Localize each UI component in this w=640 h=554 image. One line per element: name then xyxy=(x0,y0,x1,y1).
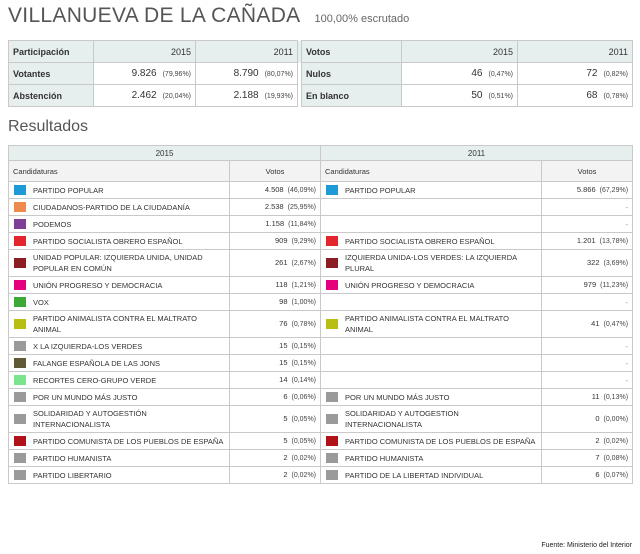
votes-2015-value: 98 xyxy=(279,297,288,306)
candidate-2015-cell xyxy=(9,372,230,389)
votes-2011-pct: (11,23%) xyxy=(600,282,629,289)
votes-2011-value: 5.866 xyxy=(576,185,596,194)
votes-2011-cell xyxy=(542,311,633,338)
votes-2015-pct: (9,29%) xyxy=(291,238,317,245)
en-blanco-2011-value: 68 xyxy=(586,90,598,101)
votes-2011-dash: - xyxy=(542,355,633,372)
en-blanco-2015-value: 50 xyxy=(471,90,483,101)
candidate-2015-name: VOX xyxy=(33,297,49,307)
votes-2015-pct: (0,02%) xyxy=(291,455,317,462)
party-color-swatch xyxy=(326,436,338,446)
votes-2011-value: 979 xyxy=(583,280,597,289)
candidate-2011-name: PARTIDO POPULAR xyxy=(345,185,416,195)
votes-2011-cell xyxy=(542,433,633,450)
abstencion-2015-value: 2.462 xyxy=(131,90,157,101)
candidate-2015-name: RECORTES CERO-GRUPO VERDE xyxy=(33,375,157,385)
nulos-2015-value: 46 xyxy=(471,68,483,79)
results-row xyxy=(9,433,633,450)
votes-2011-pct: (0,13%) xyxy=(603,394,629,401)
votes-2015-value: 6 xyxy=(283,392,288,401)
votes-2011-value: 6 xyxy=(595,470,600,479)
candidate-2011-name: PARTIDO DE LA LIBERTAD INDIVIDUAL xyxy=(345,470,484,480)
summary-table xyxy=(8,40,633,107)
candidate-2011-name: PARTIDO ANIMALISTA CONTRA EL MALTRATO ANIMAL xyxy=(345,314,509,334)
votes-2015-value: 2.538 xyxy=(264,202,284,211)
votes-2011-value: 11 xyxy=(591,392,600,401)
candidate-2015-cell xyxy=(9,389,230,406)
summary-header-row xyxy=(9,41,633,63)
votes-2015-pct: (0,05%) xyxy=(291,416,317,423)
en-blanco-label: En blanco xyxy=(302,85,402,107)
source-note: Fuente: Ministerio del Interior xyxy=(541,542,632,549)
candidate-2015-name: PARTIDO POPULAR xyxy=(33,185,104,195)
nulos-2015-pct: (0,47%) xyxy=(488,71,513,78)
escrutado-label: 100,00% escrutado xyxy=(314,13,410,25)
results-year-row xyxy=(9,146,633,161)
candidate-2011-name: PARTIDO COMUNISTA DE LOS PUEBLOS DE ESPAÑA xyxy=(345,436,536,446)
party-color-swatch xyxy=(14,470,26,480)
candidate-2011-empty xyxy=(321,294,542,311)
votes-2011-cell xyxy=(542,450,633,467)
candidate-2015-cell xyxy=(9,182,230,199)
votes-2015-cell xyxy=(230,372,321,389)
participacion-2015-header: 2015 xyxy=(94,41,196,63)
nulos-label: Nulos xyxy=(302,63,402,85)
en-blanco-2015-pct: (0,51%) xyxy=(488,93,513,100)
candidaturas-2015-header: Candidaturas xyxy=(9,161,230,182)
votes-2011-value: 7 xyxy=(595,453,600,462)
votes-2015-value: 15 xyxy=(279,341,288,350)
votes-2015-cell xyxy=(230,199,321,216)
votes-2015-value: 76 xyxy=(279,319,288,328)
candidate-2015-cell xyxy=(9,338,230,355)
votantes-2015-value: 9.826 xyxy=(131,68,157,79)
votes-2015-value: 14 xyxy=(279,375,288,384)
votes-2015-value: 4.508 xyxy=(264,185,284,194)
votes-2015-value: 1.158 xyxy=(265,219,285,228)
summary-row-votantes xyxy=(9,63,633,85)
candidate-2011-cell xyxy=(321,450,542,467)
votes-2015-cell xyxy=(230,406,321,433)
party-color-swatch xyxy=(14,436,26,446)
candidate-2011-cell xyxy=(321,277,542,294)
candidate-2015-cell xyxy=(9,355,230,372)
votes-2015-pct: (0,15%) xyxy=(291,343,317,350)
candidate-2015-name: UNIDAD POPULAR: IZQUIERDA UNIDA, UNIDAD POPULAR EN COMÚN xyxy=(33,253,203,273)
results-row xyxy=(9,294,633,311)
votes-2015-cell xyxy=(230,233,321,250)
votes-2011-cell xyxy=(542,277,633,294)
votos-2011-header: 2011 xyxy=(518,41,633,63)
party-color-swatch xyxy=(326,453,338,463)
party-color-swatch xyxy=(326,185,338,195)
results-row xyxy=(9,311,633,338)
votantes-2015-pct: (79,96%) xyxy=(162,71,191,78)
results-row xyxy=(9,216,633,233)
votes-2011-cell xyxy=(542,467,633,484)
votes-2015-value: 118 xyxy=(275,280,288,289)
candidate-2015-name: X LA IZQUIERDA-LOS VERDES xyxy=(33,341,143,351)
party-color-swatch xyxy=(14,236,26,246)
party-color-swatch xyxy=(326,319,338,329)
votes-2015-pct: (11,84%) xyxy=(288,221,317,228)
candidate-2011-name: IZQUIERDA UNIDA-LOS VERDES: LA IZQUIERDA PLURAL xyxy=(345,253,517,273)
votes-2015-cell xyxy=(230,277,321,294)
votes-2015-value: 909 xyxy=(274,236,288,245)
party-color-swatch xyxy=(14,280,26,290)
candidate-2011-empty xyxy=(321,355,542,372)
votes-2015-pct: (0,05%) xyxy=(291,438,317,445)
candidate-2015-cell xyxy=(9,199,230,216)
candidate-2015-name: PARTIDO HUMANISTA xyxy=(33,453,112,463)
summary-row-abstencion xyxy=(9,85,633,107)
candidate-2011-empty xyxy=(321,372,542,389)
nulos-2011-pct: (0,82%) xyxy=(603,71,628,78)
votos-header: Votos xyxy=(302,41,402,63)
results-row xyxy=(9,406,633,433)
candidate-2015-name: PODEMOS xyxy=(33,219,72,229)
candidate-2015-cell xyxy=(9,406,230,433)
candidate-2011-cell xyxy=(321,250,542,277)
candidate-2015-cell xyxy=(9,294,230,311)
party-color-swatch xyxy=(14,258,26,268)
party-color-swatch xyxy=(326,470,338,480)
votes-2011-pct: (0,00%) xyxy=(603,416,629,423)
candidate-2015-name: UNIÓN PROGRESO Y DEMOCRACIA xyxy=(33,280,163,290)
votes-2015-value: 5 xyxy=(283,414,288,423)
candidate-2011-name: PARTIDO SOCIALISTA OBRERO ESPAÑOL xyxy=(345,236,495,246)
party-color-swatch xyxy=(14,358,26,368)
results-row xyxy=(9,233,633,250)
party-color-swatch xyxy=(14,341,26,351)
votes-2015-pct: (0,14%) xyxy=(291,377,317,384)
candidate-2015-cell xyxy=(9,233,230,250)
votes-2015-value: 2 xyxy=(283,470,288,479)
votes-2011-value: 322 xyxy=(587,258,600,267)
votes-2011-cell xyxy=(542,406,633,433)
votes-2011-value: 0 xyxy=(595,414,600,423)
votes-2015-value: 15 xyxy=(279,358,288,367)
party-color-swatch xyxy=(14,414,26,424)
votes-2015-cell xyxy=(230,355,321,372)
votes-2015-pct: (46,09%) xyxy=(287,187,317,194)
candidate-2011-name: UNIÓN PROGRESO Y DEMOCRACIA xyxy=(345,280,475,290)
votes-2015-pct: (0,15%) xyxy=(291,360,317,367)
party-color-swatch xyxy=(14,319,26,329)
votes-2011-value: 41 xyxy=(591,319,600,328)
abstencion-2015-pct: (20,04%) xyxy=(162,93,191,100)
candidate-2015-cell xyxy=(9,216,230,233)
votos-2015-col-header: Votos xyxy=(230,161,321,182)
candidate-2015-cell xyxy=(9,467,230,484)
candidaturas-2011-header: Candidaturas xyxy=(321,161,542,182)
votes-2015-cell xyxy=(230,467,321,484)
candidate-2011-name: PARTIDO HUMANISTA xyxy=(345,453,424,463)
votes-2011-value: 2 xyxy=(595,436,600,445)
page-title: VILLANUEVA DE LA CAÑADA xyxy=(8,4,301,27)
candidate-2015-cell xyxy=(9,433,230,450)
results-section-title: Resultados xyxy=(8,118,89,135)
votes-2015-pct: (25,95%) xyxy=(287,204,317,211)
votes-2011-cell xyxy=(542,182,633,199)
party-color-swatch xyxy=(14,185,26,195)
votantes-2011-value: 8.790 xyxy=(233,68,259,79)
candidate-2015-cell xyxy=(9,250,230,277)
candidate-2011-cell xyxy=(321,311,542,338)
candidate-2015-name: CIUDADANOS-PARTIDO DE LA CIUDADANÍA xyxy=(33,202,190,212)
abstencion-2011-pct: (19,93%) xyxy=(264,93,293,100)
party-color-swatch xyxy=(326,414,338,424)
votes-2015-pct: (0,02%) xyxy=(291,472,317,479)
votes-2015-value: 261 xyxy=(274,258,288,267)
votes-2015-cell xyxy=(230,450,321,467)
candidate-2015-name: PARTIDO LIBERTARIO xyxy=(33,470,112,480)
candidate-2015-name: POR UN MUNDO MÁS JUSTO xyxy=(33,392,138,402)
year-2015-header: 2015 xyxy=(9,146,321,161)
candidate-2015-cell xyxy=(9,450,230,467)
candidate-2011-empty xyxy=(321,199,542,216)
votes-2015-pct: (0,06%) xyxy=(291,394,317,401)
candidate-2015-name: PARTIDO SOCIALISTA OBRERO ESPAÑOL xyxy=(33,236,183,246)
votes-2015-cell xyxy=(230,250,321,277)
votes-2015-cell xyxy=(230,338,321,355)
votes-2015-cell xyxy=(230,216,321,233)
votes-2015-cell xyxy=(230,311,321,338)
party-color-swatch xyxy=(326,392,338,402)
votes-2015-cell xyxy=(230,389,321,406)
votes-2015-pct: (1,00%) xyxy=(291,299,317,306)
votes-2015-cell xyxy=(230,182,321,199)
candidate-2015-name: FALANGE ESPAÑOLA DE LAS JONS xyxy=(33,358,160,368)
candidate-2011-cell xyxy=(321,233,542,250)
candidate-2011-cell xyxy=(321,389,542,406)
party-color-swatch xyxy=(14,453,26,463)
candidate-2011-cell xyxy=(321,467,542,484)
nulos-2011-value: 72 xyxy=(586,68,598,79)
votes-2015-value: 2 xyxy=(283,453,288,462)
votes-2015-pct: (1,21%) xyxy=(291,282,317,289)
candidate-2015-cell xyxy=(9,277,230,294)
votes-2015-value: 5 xyxy=(283,436,288,445)
abstencion-2011-value: 2.188 xyxy=(233,90,259,101)
votes-2015-pct: (0,78%) xyxy=(291,321,317,328)
results-row xyxy=(9,355,633,372)
party-color-swatch xyxy=(14,219,26,229)
year-2011-header: 2011 xyxy=(321,146,633,161)
results-row xyxy=(9,277,633,294)
candidate-2015-cell xyxy=(9,311,230,338)
candidate-2011-cell xyxy=(321,433,542,450)
results-body xyxy=(9,182,633,484)
candidate-2011-cell xyxy=(321,182,542,199)
votes-2011-pct: (0,07%) xyxy=(603,472,629,479)
results-row xyxy=(9,338,633,355)
en-blanco-2011-pct: (0,78%) xyxy=(603,93,628,100)
votantes-label: Votantes xyxy=(9,63,94,85)
party-color-swatch xyxy=(14,297,26,307)
votes-2015-pct: (2,67%) xyxy=(291,260,317,267)
party-color-swatch xyxy=(14,392,26,402)
votes-2011-cell xyxy=(542,250,633,277)
results-row xyxy=(9,199,633,216)
results-column-row xyxy=(9,161,633,182)
votes-2011-dash: - xyxy=(542,216,633,233)
votes-2011-pct: (0,47%) xyxy=(603,321,629,328)
votes-2011-cell xyxy=(542,233,633,250)
candidate-2011-name: SOLIDARIDAD Y AUTOGESTION INTERNACIONALISTA xyxy=(345,409,459,429)
candidate-2011-cell xyxy=(321,406,542,433)
votes-2011-dash: - xyxy=(542,199,633,216)
results-table xyxy=(8,145,633,484)
votes-2011-pct: (0,02%) xyxy=(603,438,629,445)
party-color-swatch xyxy=(14,375,26,385)
party-color-swatch xyxy=(326,236,338,246)
results-row xyxy=(9,250,633,277)
votos-2011-col-header: Votos xyxy=(542,161,633,182)
candidate-2015-name: PARTIDO COMUNISTA DE LOS PUEBLOS DE ESPAÑA xyxy=(33,436,224,446)
votantes-2011-pct: (80,07%) xyxy=(264,71,293,78)
party-color-swatch xyxy=(14,202,26,212)
results-row xyxy=(9,389,633,406)
candidate-2011-empty xyxy=(321,216,542,233)
votes-2011-cell xyxy=(542,389,633,406)
abstencion-label: Abstención xyxy=(9,85,94,107)
candidate-2011-empty xyxy=(321,338,542,355)
votes-2015-cell xyxy=(230,433,321,450)
results-row xyxy=(9,450,633,467)
votos-2015-header: 2015 xyxy=(402,41,518,63)
candidate-2015-name: PARTIDO ANIMALISTA CONTRA EL MALTRATO ANIMAL xyxy=(33,314,197,334)
participacion-2011-header: 2011 xyxy=(196,41,298,63)
votes-2011-dash: - xyxy=(542,338,633,355)
party-color-swatch xyxy=(326,258,338,268)
votes-2011-pct: (67,29%) xyxy=(599,187,629,194)
candidate-2015-name: SOLIDARIDAD Y AUTOGESTIÓN INTERNACIONALISTA xyxy=(33,409,147,429)
results-row xyxy=(9,182,633,199)
party-color-swatch xyxy=(326,280,338,290)
votes-2011-pct: (0,08%) xyxy=(603,455,629,462)
votes-2011-pct: (13,78%) xyxy=(599,238,629,245)
votes-2011-dash: - xyxy=(542,372,633,389)
votes-2011-pct: (3,69%) xyxy=(603,260,629,267)
title-row xyxy=(8,4,409,32)
votes-2011-dash: - xyxy=(542,294,633,311)
results-row xyxy=(9,372,633,389)
participacion-header: Participación xyxy=(9,41,94,63)
votes-2011-value: 1.201 xyxy=(576,236,596,245)
candidate-2011-name: POR UN MUNDO MÁS JUSTO xyxy=(345,392,450,402)
votes-2015-cell xyxy=(230,294,321,311)
results-row xyxy=(9,467,633,484)
